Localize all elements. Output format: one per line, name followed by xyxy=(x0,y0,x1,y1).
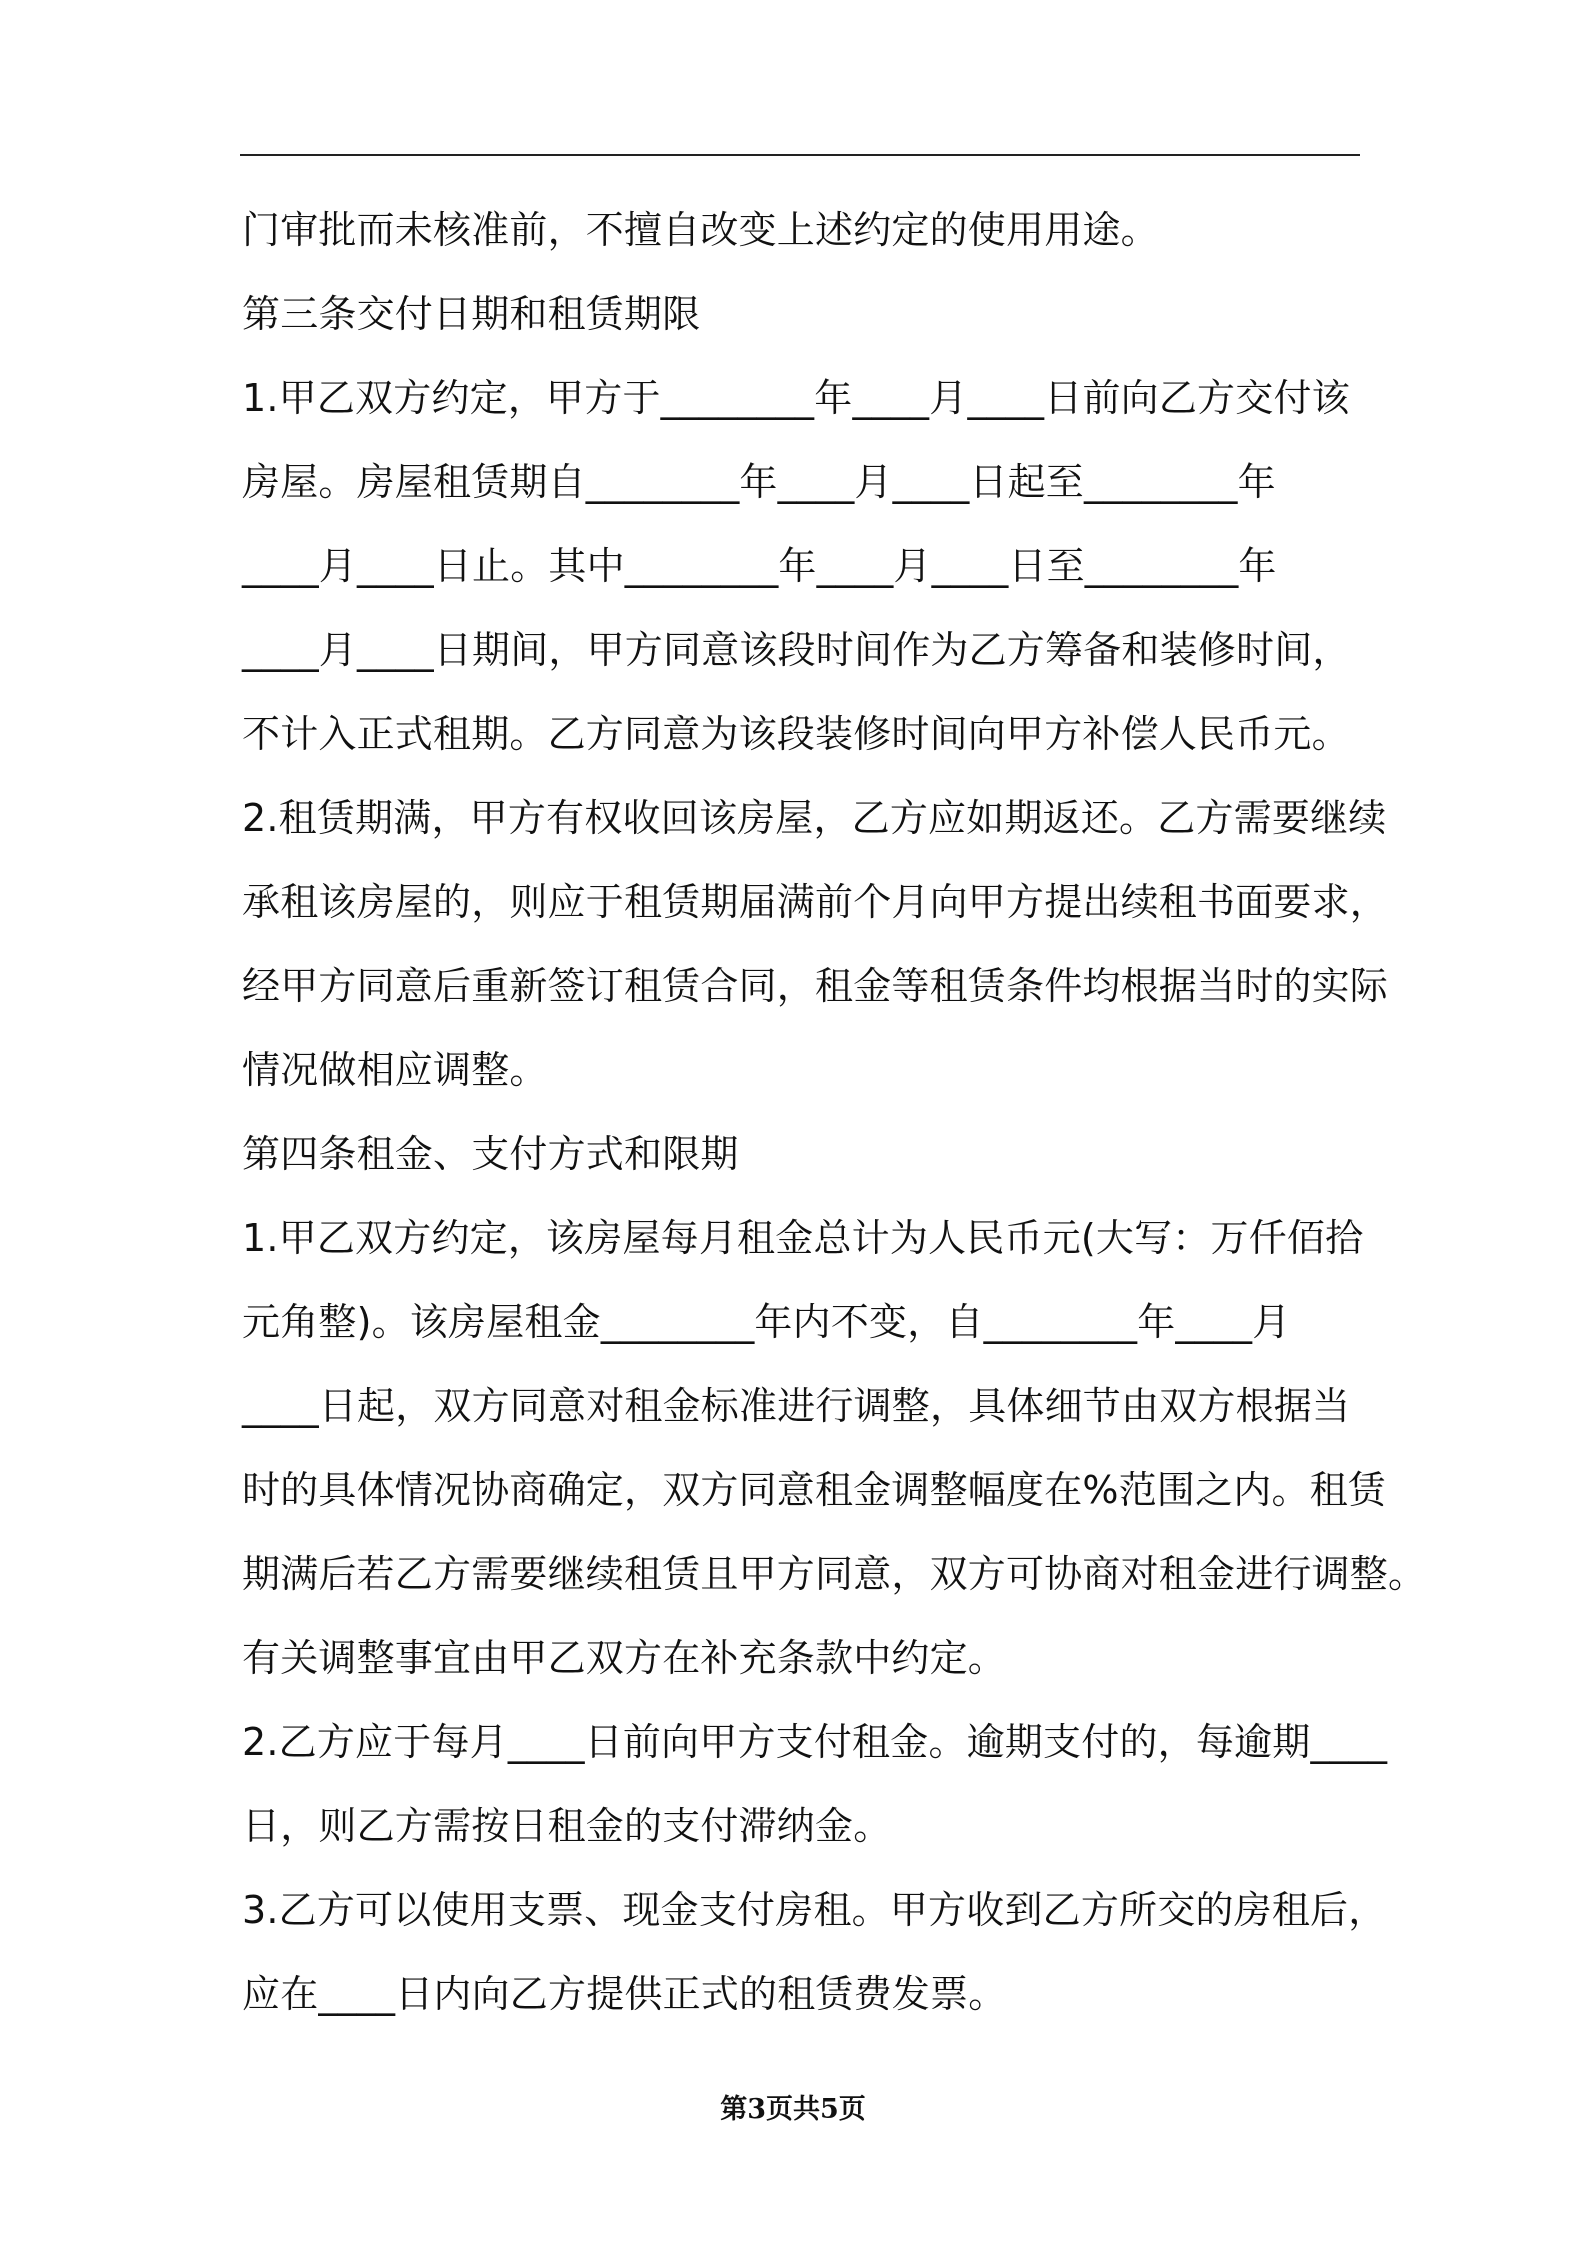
text-line: 1.甲乙双方约定，甲方于________年____月____日前向乙方交付该 xyxy=(242,376,1350,420)
text-line: 不计入正式租期。乙方同意为该段装修时间向甲方补偿人民币元。 xyxy=(242,712,1350,756)
header-divider xyxy=(240,154,1360,156)
text-line: ____月____日止。其中________年____月____日至________年 xyxy=(242,544,1277,588)
text-line: 有关调整事宜由甲乙双方在补充条款中约定。 xyxy=(242,1636,1007,1680)
text-line: 经甲方同意后重新签订租赁合同，租金等租赁条件均根据当时的实际 xyxy=(242,964,1389,1008)
text-line: 1.甲乙双方约定，该房屋每月租金总计为人民币元(大写：万仟佰拾 xyxy=(242,1216,1364,1260)
section-heading: 第三条交付日期和租赁期限 xyxy=(242,292,701,336)
text-line: 元角整)。该房屋租金________年内不变，自________年____月 xyxy=(242,1300,1291,1344)
text-line: 应在____日内向乙方提供正式的租赁费发票。 xyxy=(242,1972,1007,2016)
text-line: 期满后若乙方需要继续租赁且甲方同意，双方可协商对租金进行调整。 xyxy=(242,1552,1427,1596)
text-line: ____日起，双方同意对租金标准进行调整，具体细节由双方根据当 xyxy=(242,1384,1351,1428)
text-line: 时的具体情况协商确定，双方同意租金调整幅度在%范围之内。租赁 xyxy=(242,1468,1387,1512)
text-line: ____月____日期间，甲方同意该段时间作为乙方筹备和装修时间， xyxy=(242,628,1351,672)
section-heading: 第四条租金、支付方式和限期 xyxy=(242,1132,739,1176)
text-line: 日，则乙方需按日租金的支付滞纳金。 xyxy=(242,1804,892,1848)
text-line: 房屋。房屋租赁期自________年____月____日起至________年 xyxy=(242,460,1276,504)
contract-body xyxy=(242,188,1427,2036)
text-line: 情况做相应调整。 xyxy=(242,1048,548,1092)
text-line: 门审批而未核准前，不擅自改变上述约定的使用用途。 xyxy=(242,208,1159,252)
text-line: 2.乙方应于每月____日前向甲方支付租金。逾期支付的，每逾期____ xyxy=(242,1720,1388,1764)
text-line: 2.租赁期满，甲方有权收回该房屋，乙方应如期返还。乙方需要继续 xyxy=(242,796,1387,840)
text-line: 3.乙方可以使用支票、现金支付房租。甲方收到乙方所交的房租后， xyxy=(242,1888,1387,1932)
text-line: 承租该房屋的，则应于租赁期届满前个月向甲方提出续租书面要求， xyxy=(242,880,1389,924)
page-number: 第3页共5页 xyxy=(720,2094,866,2125)
